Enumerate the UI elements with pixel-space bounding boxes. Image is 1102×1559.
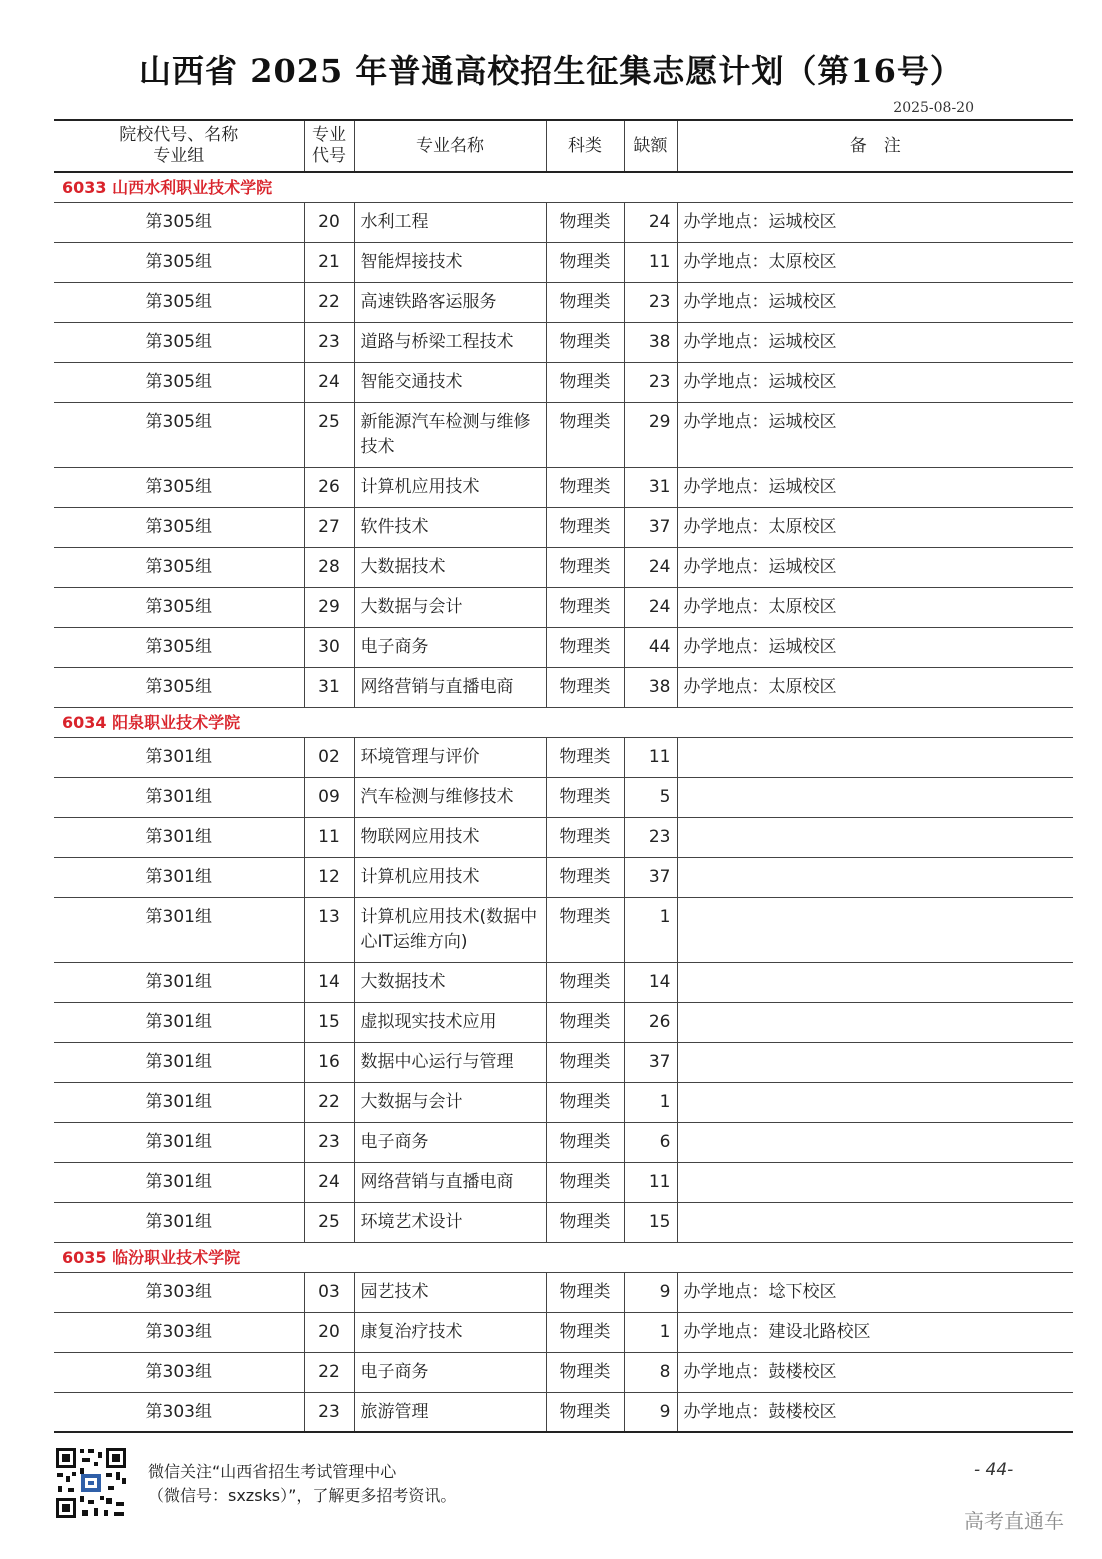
category-cell: 物理类 — [546, 202, 624, 242]
group-cell: 第301组 — [54, 857, 304, 897]
remark-cell — [677, 962, 1073, 1002]
header-vacancy: 缺额 — [624, 120, 677, 172]
school-name: 6033 山西水利职业技术学院 — [54, 172, 1073, 202]
category-cell: 物理类 — [546, 1272, 624, 1312]
publish-date: 2025-08-20 — [893, 100, 974, 116]
remark-cell — [677, 1122, 1073, 1162]
category-cell: 物理类 — [546, 1312, 624, 1352]
page-title: 山西省 2025 年普通高校招生征集志愿计划（第16号） — [139, 52, 963, 90]
vacancy-cell: 23 — [624, 817, 677, 857]
vacancy-cell: 23 — [624, 282, 677, 322]
group-cell: 第301组 — [54, 1202, 304, 1242]
table-row — [54, 1162, 1073, 1202]
plan-table — [54, 119, 1073, 1433]
remark-cell: 办学地点：运城校区 — [677, 282, 1073, 322]
footer-line-1: 微信关注“山西省招生考试管理中心 — [148, 1462, 397, 1481]
group-cell: 第303组 — [54, 1312, 304, 1352]
header-major: 专业名称 — [354, 120, 546, 172]
major-code-cell: 20 — [304, 202, 354, 242]
header-code — [304, 120, 354, 172]
table-row — [54, 467, 1073, 507]
vacancy-cell: 1 — [624, 897, 677, 962]
group-cell: 第301组 — [54, 1042, 304, 1082]
category-cell: 物理类 — [546, 857, 624, 897]
table-row — [54, 777, 1073, 817]
category-cell: 物理类 — [546, 322, 624, 362]
header-remark: 备 注 — [677, 120, 1073, 172]
vacancy-cell: 37 — [624, 507, 677, 547]
table-row — [54, 362, 1073, 402]
remark-cell — [677, 1162, 1073, 1202]
table-row — [54, 1202, 1073, 1242]
category-cell: 物理类 — [546, 627, 624, 667]
group-cell: 第301组 — [54, 962, 304, 1002]
remark-cell: 办学地点：运城校区 — [677, 547, 1073, 587]
group-cell: 第305组 — [54, 667, 304, 707]
major-name-cell: 康复治疗技术 — [354, 1312, 546, 1352]
table-row — [54, 667, 1073, 707]
table-row — [54, 547, 1073, 587]
major-code-cell: 24 — [304, 362, 354, 402]
major-name-cell: 水利工程 — [354, 202, 546, 242]
table-row — [54, 737, 1073, 777]
group-cell: 第303组 — [54, 1272, 304, 1312]
vacancy-cell: 8 — [624, 1352, 677, 1392]
vacancy-cell: 6 — [624, 1122, 677, 1162]
category-cell: 物理类 — [546, 1002, 624, 1042]
vacancy-cell: 26 — [624, 1002, 677, 1042]
table-row — [54, 587, 1073, 627]
category-cell: 物理类 — [546, 1122, 624, 1162]
major-code-cell: 09 — [304, 777, 354, 817]
vacancy-cell: 37 — [624, 1042, 677, 1082]
footer-wechat-note — [148, 1460, 456, 1508]
remark-cell — [677, 1042, 1073, 1082]
vacancy-cell: 24 — [624, 547, 677, 587]
group-cell: 第305组 — [54, 362, 304, 402]
vacancy-cell: 44 — [624, 627, 677, 667]
vacancy-cell: 14 — [624, 962, 677, 1002]
major-name-cell: 数据中心运行与管理 — [354, 1042, 546, 1082]
vacancy-cell: 37 — [624, 857, 677, 897]
major-code-cell: 22 — [304, 1352, 354, 1392]
vacancy-cell: 1 — [624, 1312, 677, 1352]
vacancy-cell: 1 — [624, 1082, 677, 1122]
group-cell: 第305组 — [54, 242, 304, 282]
school-row — [54, 1242, 1073, 1272]
major-name-cell: 软件技术 — [354, 507, 546, 547]
group-cell: 第301组 — [54, 1122, 304, 1162]
major-name-cell: 大数据与会计 — [354, 1082, 546, 1122]
header-code-line1: 专业 — [312, 125, 346, 145]
watermark: 高考直通车 — [964, 1509, 1064, 1533]
category-cell: 物理类 — [546, 1042, 624, 1082]
remark-cell: 办学地点：太原校区 — [677, 587, 1073, 627]
school-row — [54, 707, 1073, 737]
major-name-cell: 计算机应用技术(数据中心IT运维方向) — [354, 897, 546, 962]
remark-cell: 办学地点：建设北路校区 — [677, 1312, 1073, 1352]
major-name-cell: 新能源汽车检测与维修技术 — [354, 402, 546, 467]
school-row — [54, 172, 1073, 202]
category-cell: 物理类 — [546, 1202, 624, 1242]
major-code-cell: 16 — [304, 1042, 354, 1082]
category-cell: 物理类 — [546, 897, 624, 962]
group-cell: 第305组 — [54, 282, 304, 322]
major-code-cell: 13 — [304, 897, 354, 962]
header-code-line2: 代号 — [312, 146, 346, 166]
major-name-cell: 电子商务 — [354, 627, 546, 667]
remark-cell: 办学地点：鼓楼校区 — [677, 1392, 1073, 1432]
major-code-cell: 23 — [304, 322, 354, 362]
header-category: 科类 — [546, 120, 624, 172]
remark-cell — [677, 1082, 1073, 1122]
major-code-cell: 20 — [304, 1312, 354, 1352]
table-row — [54, 1312, 1073, 1352]
remark-cell: 办学地点：鼓楼校区 — [677, 1352, 1073, 1392]
remark-cell: 办学地点：运城校区 — [677, 362, 1073, 402]
major-code-cell: 21 — [304, 242, 354, 282]
group-cell: 第301组 — [54, 1082, 304, 1122]
vacancy-cell: 15 — [624, 1202, 677, 1242]
vacancy-cell: 5 — [624, 777, 677, 817]
major-code-cell: 22 — [304, 282, 354, 322]
major-code-cell: 23 — [304, 1392, 354, 1432]
major-code-cell: 30 — [304, 627, 354, 667]
group-cell: 第301组 — [54, 1002, 304, 1042]
table-row — [54, 627, 1073, 667]
category-cell: 物理类 — [546, 1082, 624, 1122]
table-row — [54, 1352, 1073, 1392]
vacancy-cell: 9 — [624, 1272, 677, 1312]
remark-cell — [677, 817, 1073, 857]
remark-cell: 办学地点：太原校区 — [677, 242, 1073, 282]
table-row — [54, 817, 1073, 857]
remark-cell — [677, 897, 1073, 962]
qr-code-icon — [54, 1446, 128, 1520]
major-name-cell: 网络营销与直播电商 — [354, 1162, 546, 1202]
remark-cell: 办学地点：运城校区 — [677, 402, 1073, 467]
school-name: 6035 临汾职业技术学院 — [54, 1242, 1073, 1272]
table-row — [54, 202, 1073, 242]
table-row — [54, 1272, 1073, 1312]
major-name-cell: 大数据技术 — [354, 962, 546, 1002]
category-cell: 物理类 — [546, 587, 624, 627]
major-name-cell: 计算机应用技术 — [354, 857, 546, 897]
major-name-cell: 道路与桥梁工程技术 — [354, 322, 546, 362]
remark-cell: 办学地点：运城校区 — [677, 322, 1073, 362]
major-code-cell: 27 — [304, 507, 354, 547]
table-row — [54, 242, 1073, 282]
table-row — [54, 322, 1073, 362]
vacancy-cell: 38 — [624, 667, 677, 707]
major-name-cell: 园艺技术 — [354, 1272, 546, 1312]
major-name-cell: 物联网应用技术 — [354, 817, 546, 857]
group-cell: 第305组 — [54, 587, 304, 627]
group-cell: 第301组 — [54, 1162, 304, 1202]
remark-cell: 办学地点：太原校区 — [677, 507, 1073, 547]
header-school-group — [54, 120, 304, 172]
remark-cell: 办学地点：运城校区 — [677, 627, 1073, 667]
table-row — [54, 857, 1073, 897]
major-name-cell: 电子商务 — [354, 1122, 546, 1162]
group-cell: 第305组 — [54, 322, 304, 362]
major-name-cell: 汽车检测与维修技术 — [354, 777, 546, 817]
table-row — [54, 1042, 1073, 1082]
category-cell: 物理类 — [546, 547, 624, 587]
table-row — [54, 507, 1073, 547]
vacancy-cell: 31 — [624, 467, 677, 507]
major-code-cell: 12 — [304, 857, 354, 897]
major-name-cell: 网络营销与直播电商 — [354, 667, 546, 707]
major-code-cell: 25 — [304, 1202, 354, 1242]
category-cell: 物理类 — [546, 1392, 624, 1432]
vacancy-cell: 24 — [624, 587, 677, 627]
category-cell: 物理类 — [546, 507, 624, 547]
remark-cell: 办学地点：太原校区 — [677, 667, 1073, 707]
group-cell: 第305组 — [54, 402, 304, 467]
remark-cell — [677, 1202, 1073, 1242]
major-code-cell: 31 — [304, 667, 354, 707]
category-cell: 物理类 — [546, 962, 624, 1002]
remark-cell: 办学地点：运城校区 — [677, 202, 1073, 242]
category-cell: 物理类 — [546, 1352, 624, 1392]
school-name: 6034 阳泉职业技术学院 — [54, 707, 1073, 737]
major-code-cell: 26 — [304, 467, 354, 507]
major-code-cell: 24 — [304, 1162, 354, 1202]
table-body — [54, 172, 1073, 1432]
table-row — [54, 1392, 1073, 1432]
remark-cell: 办学地点：运城校区 — [677, 467, 1073, 507]
table-row — [54, 402, 1073, 467]
vacancy-cell: 11 — [624, 737, 677, 777]
table-row — [54, 282, 1073, 322]
major-name-cell: 计算机应用技术 — [354, 467, 546, 507]
major-name-cell: 环境艺术设计 — [354, 1202, 546, 1242]
table-row — [54, 1082, 1073, 1122]
group-cell: 第301组 — [54, 777, 304, 817]
table-row — [54, 1122, 1073, 1162]
category-cell: 物理类 — [546, 1162, 624, 1202]
major-code-cell: 23 — [304, 1122, 354, 1162]
major-code-cell: 02 — [304, 737, 354, 777]
remark-cell — [677, 737, 1073, 777]
major-code-cell: 29 — [304, 587, 354, 627]
group-cell: 第301组 — [54, 737, 304, 777]
table-row — [54, 897, 1073, 962]
group-cell: 第305组 — [54, 547, 304, 587]
remark-cell — [677, 777, 1073, 817]
table-row — [54, 962, 1073, 1002]
vacancy-cell: 11 — [624, 242, 677, 282]
category-cell: 物理类 — [546, 402, 624, 467]
major-code-cell: 11 — [304, 817, 354, 857]
vacancy-cell: 29 — [624, 402, 677, 467]
major-code-cell: 28 — [304, 547, 354, 587]
vacancy-cell: 38 — [624, 322, 677, 362]
vacancy-cell: 24 — [624, 202, 677, 242]
remark-cell: 办学地点：埝下校区 — [677, 1272, 1073, 1312]
major-name-cell: 环境管理与评价 — [354, 737, 546, 777]
vacancy-cell: 23 — [624, 362, 677, 402]
major-code-cell: 15 — [304, 1002, 354, 1042]
header-group: 专业组 — [153, 146, 205, 166]
major-code-cell: 03 — [304, 1272, 354, 1312]
remark-cell — [677, 1002, 1073, 1042]
group-cell: 第303组 — [54, 1392, 304, 1432]
group-cell: 第305组 — [54, 627, 304, 667]
group-cell: 第305组 — [54, 507, 304, 547]
group-cell: 第301组 — [54, 897, 304, 962]
major-name-cell: 大数据技术 — [354, 547, 546, 587]
group-cell: 第305组 — [54, 202, 304, 242]
category-cell: 物理类 — [546, 242, 624, 282]
major-name-cell: 虚拟现实技术应用 — [354, 1002, 546, 1042]
footer-line-2: （微信号：sxzsks）”，了解更多招考资讯。 — [148, 1486, 457, 1505]
major-code-cell: 25 — [304, 402, 354, 467]
group-cell: 第305组 — [54, 467, 304, 507]
category-cell: 物理类 — [546, 467, 624, 507]
major-code-cell: 22 — [304, 1082, 354, 1122]
category-cell: 物理类 — [546, 362, 624, 402]
vacancy-cell: 11 — [624, 1162, 677, 1202]
table-row — [54, 1002, 1073, 1042]
group-cell: 第303组 — [54, 1352, 304, 1392]
table-header-row — [54, 120, 1073, 172]
major-name-cell: 电子商务 — [354, 1352, 546, 1392]
major-name-cell: 旅游管理 — [354, 1392, 546, 1432]
category-cell: 物理类 — [546, 282, 624, 322]
header-school: 院校代号、名称 — [119, 125, 239, 145]
vacancy-cell: 9 — [624, 1392, 677, 1432]
major-code-cell: 14 — [304, 962, 354, 1002]
major-name-cell: 智能交通技术 — [354, 362, 546, 402]
category-cell: 物理类 — [546, 777, 624, 817]
major-name-cell: 大数据与会计 — [354, 587, 546, 627]
group-cell: 第301组 — [54, 817, 304, 857]
category-cell: 物理类 — [546, 817, 624, 857]
remark-cell — [677, 857, 1073, 897]
category-cell: 物理类 — [546, 737, 624, 777]
major-name-cell: 高速铁路客运服务 — [354, 282, 546, 322]
category-cell: 物理类 — [546, 667, 624, 707]
major-name-cell: 智能焊接技术 — [354, 242, 546, 282]
page-number: - 44- — [974, 1460, 1014, 1480]
